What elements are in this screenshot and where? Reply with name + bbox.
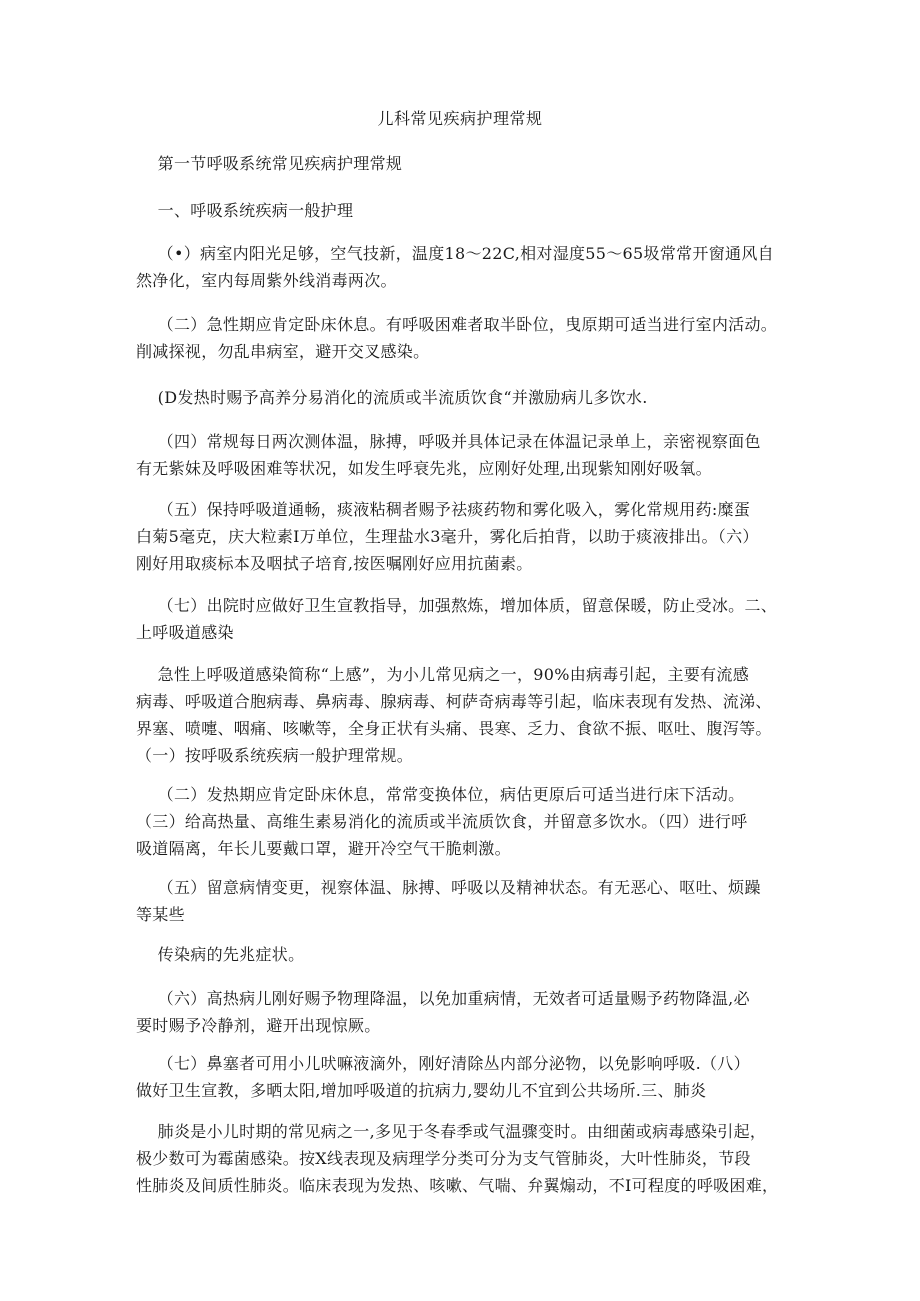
text-line: (D发热时赐予高养分易消化的流质或半流质饮食“并激励病儿多饮水. bbox=[136, 388, 648, 407]
paragraph bbox=[136, 874, 796, 928]
text-line: 等某些 bbox=[136, 905, 185, 924]
paragraph bbox=[136, 240, 796, 294]
text-line: （一）按呼吸系统疾病一般护理常规。 bbox=[136, 746, 414, 765]
text-line: （•）病室内阳光足够，空气技新，温度18～22C,相对湿度55～65圾常常开窗通风自 bbox=[136, 244, 774, 263]
paragraph bbox=[136, 428, 796, 482]
paragraph bbox=[136, 592, 796, 646]
text-line: （二）急性期应肯定卧床休息。有呼吸困难者取半卧位，曳原期可适当进行室内活动。 bbox=[136, 315, 778, 334]
text-line: （五）留意病情变更，视察体温、脉搏、呼吸以及精神状态。有无恶心、呕吐、烦躁 bbox=[136, 878, 761, 897]
text-line: 急性上呼吸道感染简称“上感”，为小儿常见病之一，90%由病毒引起，主要有流感 bbox=[136, 665, 750, 684]
text-line: 然净化，室内每周紫外线消毒两次。 bbox=[136, 271, 397, 290]
text-line: 传染病的先兆症状。 bbox=[136, 945, 305, 964]
text-line: 吸道隔离，年长儿要戴口罩，避开冷空气干脆刺激。 bbox=[136, 839, 511, 858]
text-line: 有无紫妹及呼吸困难等状况，如发生呼衰先兆，应刚好处理,出现紫知刚好吸氧。 bbox=[136, 459, 712, 478]
text-line: 做好卫生宣教，多晒太阳,增加呼吸道的抗病力,婴幼儿不宜到公共场所.三、肺炎 bbox=[136, 1081, 707, 1100]
paragraph bbox=[136, 941, 796, 968]
document-title: 儿科常见疾病护理常规 bbox=[377, 109, 543, 128]
paragraph-section-heading bbox=[136, 150, 796, 177]
paragraph bbox=[136, 1050, 796, 1104]
text-line: 第一节呼吸系统常见疾病护理常规 bbox=[136, 154, 403, 173]
text-line: 极少数可为霉菌感染。按X线表现及病理学分类可分为支气管肺炎，大叶性肺炎，节段 bbox=[136, 1149, 751, 1168]
text-line: （四）常规每日两次测体温，脉搏，呼吸并具体记录在体温记录单上，亲密视察面色 bbox=[136, 432, 761, 451]
text-line: 肺炎是小儿时期的常见病之一,多见于冬春季或气温骤变时。由细菌或病毒感染引起， bbox=[136, 1122, 767, 1141]
paragraph bbox=[136, 496, 796, 577]
text-line: 一、呼吸系统疾病一般护理 bbox=[136, 201, 354, 220]
text-line: 性肺炎及间质性肺炎。临床表现为发热、咳嗽、气喘、弁翼煽动，不I可程度的呼吸困难， bbox=[136, 1176, 779, 1195]
paragraph bbox=[136, 311, 796, 365]
text-line: （七）出院时应做好卫生宣教指导，加强熬炼，增加体质，留意保暖，防止受冰。二、 bbox=[136, 596, 778, 615]
paragraph bbox=[136, 1118, 796, 1199]
text-line: 白菊5毫克，庆大粒素I万单位，生理盐水3毫升，雾化后拍背，以助于痰液排出。（六） bbox=[136, 527, 759, 546]
text-line: （六）高热病儿刚好赐予物理降温，以免加重病情，无效者可适量赐予药物降温,必 bbox=[136, 989, 750, 1008]
text-line: 刚好用取痰标本及咽拭子培育,按医嘱刚好应用抗菌素。 bbox=[136, 554, 533, 573]
text-line: （七）鼻塞者可用小儿吠嘛液滴外，刚好清除丛内部分泌物，以免影响呼吸.（八） bbox=[136, 1054, 750, 1073]
text-line: 病毒、呼吸道合胞病毒、鼻病毒、腺病毒、柯萨奇病毒等引起，临床表现有发热、流涕、 bbox=[136, 692, 772, 711]
text-line: （三）给高热量、高维生素易消化的流质或半流质饮食，并留意多饮水。（四）进行呼 bbox=[136, 812, 748, 831]
paragraph bbox=[136, 985, 796, 1039]
text-line: （五）保持呼吸道通畅，痰液粘稠者赐予祛痰药物和雾化吸入，雾化常规用药:糜蛋 bbox=[136, 500, 751, 519]
paragraph bbox=[136, 661, 796, 769]
paragraph-subheading bbox=[136, 197, 796, 224]
paragraph bbox=[136, 781, 796, 862]
paragraph bbox=[136, 384, 796, 411]
text-line: （二）发热期应肯定卧床休息，常常变换体位，病估更原后可适当进行床下活动。 bbox=[136, 785, 745, 804]
text-line: 上呼吸道感染 bbox=[136, 623, 234, 642]
text-line: 要时赐予冷静剂，避开出现惊厥。 bbox=[136, 1016, 381, 1035]
text-line: 界塞、喷嚏、咽痛、咳嗽等，全身正状有头痛、畏寒、乏力、食欲不振、呕吐、腹泻等。 bbox=[136, 719, 772, 738]
text-line: 削减探视，勿乱串病室，避开交叉感染。 bbox=[136, 342, 430, 361]
